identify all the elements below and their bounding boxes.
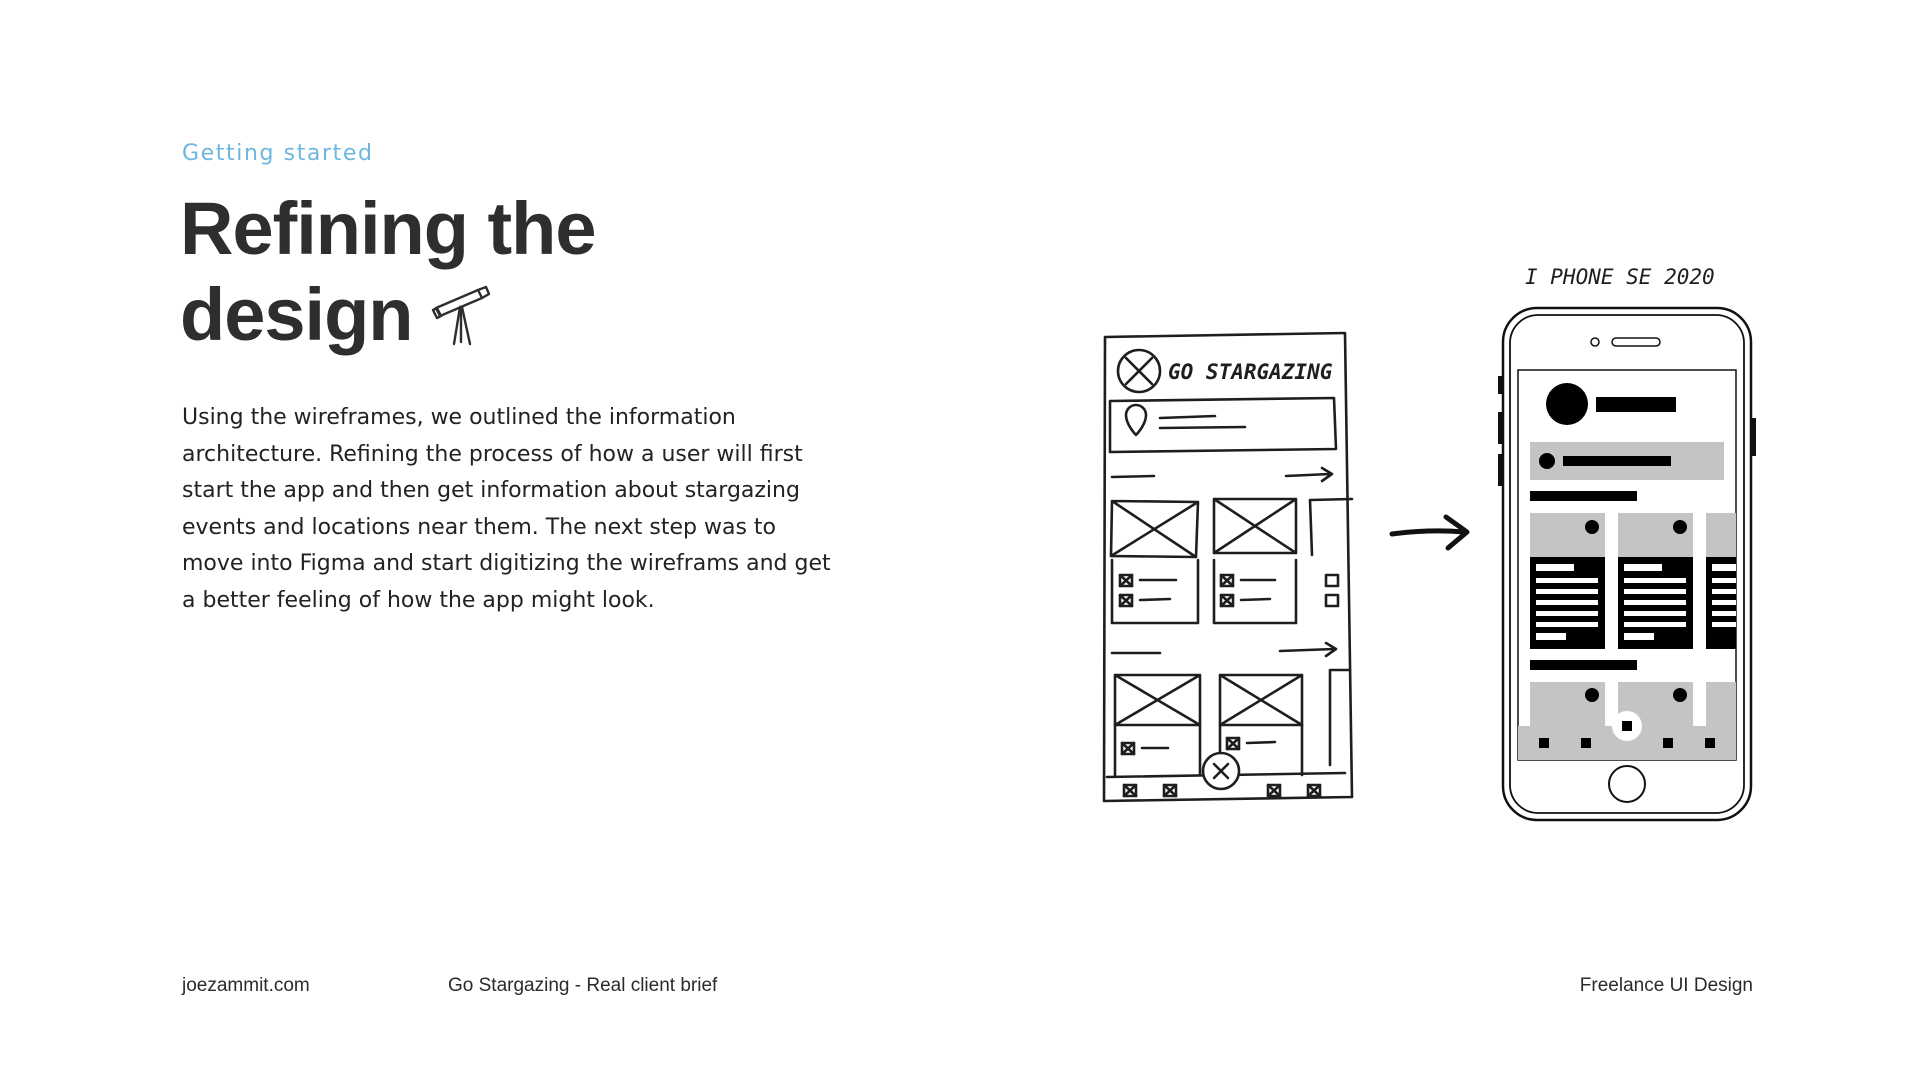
wireframe-illustration xyxy=(1090,255,1790,849)
device-label: I PHONE SE 2020 xyxy=(1525,265,1715,289)
arrow-icon xyxy=(1392,517,1467,548)
sketch-wireframe xyxy=(1104,333,1352,801)
page-title xyxy=(180,186,596,364)
footer-site: joezammit.com xyxy=(182,975,310,996)
sketch-app-title: GO STARGAZING xyxy=(1168,360,1333,384)
footer-service: Freelance UI Design xyxy=(1579,975,1753,996)
iphone-mockup xyxy=(1498,308,1756,820)
page-eyebrow: Getting started xyxy=(182,141,374,166)
body-paragraph: Using the wireframes, we outlined the information architecture. Refining the process of how a user will first start the app and then get information about stargazing events and locations near them. The next step was to move into Figma and start digitizing the wireframs and get a better feeling of how the app might look. xyxy=(182,405,831,613)
footer-project: Go Stargazing - Real client brief xyxy=(448,975,718,996)
title-line-2: design xyxy=(180,273,413,356)
telescope-icon xyxy=(430,278,492,364)
title-line-1: Refining the xyxy=(180,187,596,270)
